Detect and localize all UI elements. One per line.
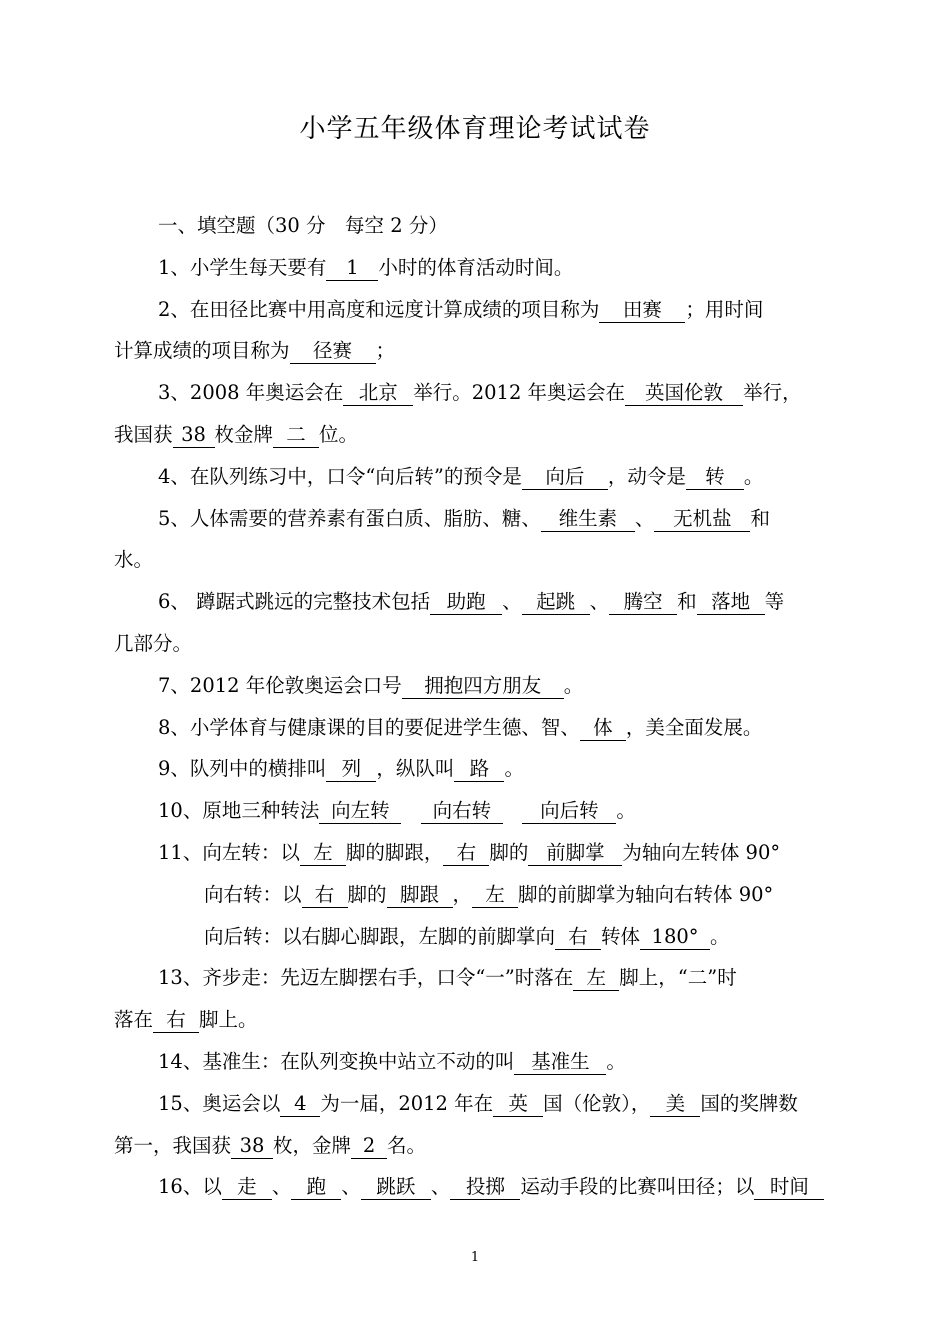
question-text: 几部分。 (114, 631, 193, 655)
question-text: 脚上。 (199, 1008, 258, 1032)
text-line (114, 916, 838, 958)
text-line (114, 874, 838, 916)
question-text: ； (375, 339, 396, 363)
question-text: 等 (764, 590, 785, 614)
answer-blank: 右 (443, 841, 489, 866)
answer-blank: 跳跃 (361, 1175, 431, 1200)
text-line (114, 707, 838, 749)
question-text: 7、2012 年伦敦奥运会口号 (158, 673, 402, 697)
answer-blank: 右 (555, 925, 601, 950)
question-text: 运动手段的比赛叫田径；以 (520, 1175, 755, 1199)
question-text: 2、在田径比赛中用高度和远度计算成绩的项目称为 (158, 297, 600, 321)
text-line (114, 957, 838, 999)
question-text: 向后转：以右脚心脚跟，左脚的前脚掌向 (204, 924, 556, 948)
question-text: 、 (634, 506, 655, 530)
answer-blank: 投掷 (450, 1175, 520, 1200)
text-line (114, 1166, 838, 1208)
question-text: 10、原地三种转法 (158, 799, 320, 823)
answer-blank: 无机盐 (654, 507, 750, 532)
text-line (114, 665, 838, 707)
answer-blank: 跑 (291, 1175, 341, 1200)
question-text: 脚的 (489, 840, 529, 864)
answer-blank: 英 (493, 1092, 543, 1117)
text-line (114, 539, 838, 581)
answer-blank: 二 (273, 423, 319, 448)
question-text: 为轴向左转体 90° (622, 840, 781, 864)
text-line (114, 748, 838, 790)
text-line (114, 289, 838, 331)
question-text: 枚，金牌 (273, 1133, 352, 1157)
answer-blank: 美 (650, 1092, 700, 1117)
question-text: 第一，我国获 (114, 1133, 232, 1157)
question-text: 4、在队列练习中，口令“向后转”的预令是 (158, 464, 522, 488)
question-text: 15、奥运会以 (158, 1091, 281, 1115)
question-text: 为一届，2012 年在 (320, 1091, 494, 1115)
answer-blank: 38 (231, 1134, 273, 1159)
answer-blank: 左 (573, 966, 619, 991)
question-text: ，动令是 (607, 464, 686, 488)
question-text: ， (452, 882, 473, 906)
answer-blank: 1 (326, 256, 378, 281)
question-text: 和 (750, 506, 770, 530)
question-text: 。 (504, 757, 524, 781)
question-text: 枚金牌 (214, 422, 274, 446)
text-line (114, 247, 838, 289)
text-line (114, 372, 838, 414)
question-list (114, 205, 838, 1208)
question-text: 。 (743, 464, 764, 488)
text-line (114, 1041, 838, 1083)
text-line (114, 498, 838, 540)
answer-blank: 180° (640, 925, 710, 950)
answer-blank: 拥抱四方朋友 (402, 674, 564, 699)
question-text: 脚的脚跟， (345, 840, 444, 864)
question-text: 脚的前脚掌为轴向右转体 90° (518, 882, 774, 906)
question-text: 。 (563, 673, 584, 697)
text-line (114, 330, 838, 372)
answer-blank: 英国伦敦 (625, 381, 743, 406)
answer-blank: 左 (300, 841, 346, 866)
text-line (114, 414, 838, 456)
text-line (114, 623, 838, 665)
question-text: 13、齐步走：先迈左脚摆右手，口令“一”时落在 (158, 966, 574, 990)
question-text: 16、以 (158, 1175, 222, 1199)
answer-blank: 助跑 (430, 590, 502, 615)
answer-blank: 时间 (754, 1175, 824, 1200)
answer-blank: 向后 (522, 465, 608, 490)
question-text: 和 (677, 590, 697, 614)
question-text: 小时的体育活动时间。 (378, 255, 574, 279)
question-text: 3、2008 年奥运会在 (158, 381, 344, 405)
question-text: 11、向左转：以 (158, 840, 300, 864)
question-text: 水。 (114, 548, 154, 572)
answer-blank: 起跳 (522, 590, 590, 615)
question-text: 、 (341, 1175, 361, 1199)
text-line (114, 456, 838, 498)
text-line (114, 581, 838, 623)
question-text: 国的奖牌数 (700, 1091, 798, 1115)
question-text: 我国获 (114, 422, 173, 446)
text-line (114, 1125, 838, 1167)
text-line (114, 1083, 838, 1125)
answer-blank: 基准生 (514, 1050, 606, 1075)
question-text: ，美全面发展。 (625, 715, 763, 739)
answer-blank: 前脚掌 (528, 841, 622, 866)
question-text: 。 (606, 1049, 626, 1073)
answer-blank: 2 (351, 1134, 387, 1159)
question-text (503, 799, 523, 822)
question-text: 1、小学生每天要有 (158, 255, 327, 279)
exam-title: 小学五年级体育理论考试试卷 (299, 114, 651, 144)
question-text: 14、基准生：在队列变换中站立不动的叫 (158, 1049, 515, 1073)
answer-blank: 列 (326, 757, 376, 782)
answer-blank: 左 (472, 883, 518, 908)
question-text: 5、人体需要的营养素有蛋白质、脂肪、糖、 (158, 506, 541, 530)
answer-blank: 田赛 (599, 298, 685, 323)
question-text: 9、队列中的横排叫 (158, 757, 327, 781)
question-text: 。 (616, 799, 636, 823)
text-line (114, 790, 838, 832)
question-text: 国（伦敦）， (543, 1091, 651, 1115)
question-text: 转体 (601, 924, 641, 948)
text-line (114, 205, 838, 247)
answer-blank: 4 (280, 1092, 320, 1117)
question-text: 、 (589, 590, 610, 614)
answer-blank: 北京 (343, 381, 413, 406)
question-text: 6、 蹲踞式跳远的完整技术包括 (158, 590, 431, 614)
answer-blank: 向右转 (421, 799, 503, 824)
answer-blank: 右 (302, 883, 348, 908)
answer-blank: 脚跟 (387, 883, 453, 908)
answer-blank: 向后转 (522, 799, 616, 824)
answer-blank: 落地 (697, 590, 765, 615)
question-text: 向右转：以 (204, 882, 302, 906)
question-text: 落在 (114, 1008, 154, 1032)
question-text: 名。 (387, 1133, 427, 1157)
question-text: 一、填空题（30 分 每空 2 分） (158, 214, 448, 237)
question-text: 位。 (319, 422, 359, 446)
text-line (114, 999, 838, 1041)
page-number: 1 (470, 1250, 480, 1265)
answer-blank: 体 (580, 716, 626, 741)
answer-blank: 38 (173, 423, 215, 448)
answer-blank: 腾空 (609, 590, 677, 615)
question-text: 。 (710, 924, 730, 948)
text-line (114, 832, 838, 874)
answer-blank: 向左转 (319, 799, 401, 824)
question-text: 计算成绩的项目称为 (114, 339, 290, 363)
question-text: 、 (502, 590, 522, 614)
answer-blank: 转 (686, 465, 744, 490)
question-text: 脚上，“二”时 (619, 966, 737, 990)
answer-blank: 走 (222, 1175, 272, 1200)
question-text: 、 (430, 1175, 451, 1199)
question-text: 举行， (743, 381, 802, 405)
question-text: 、 (271, 1175, 292, 1199)
question-text: ；用时间 (685, 297, 764, 321)
answer-blank: 右 (153, 1008, 199, 1033)
question-text: 8、小学体育与健康课的目的要促进学生德、智、 (158, 715, 580, 739)
answer-blank: 径赛 (290, 339, 376, 364)
question-text: 脚的 (347, 882, 387, 906)
answer-blank: 路 (454, 757, 504, 782)
question-text: ，纵队叫 (376, 757, 455, 781)
question-text: 举行。2012 年奥运会在 (413, 381, 626, 405)
answer-blank: 维生素 (541, 507, 635, 532)
question-text (401, 799, 421, 822)
